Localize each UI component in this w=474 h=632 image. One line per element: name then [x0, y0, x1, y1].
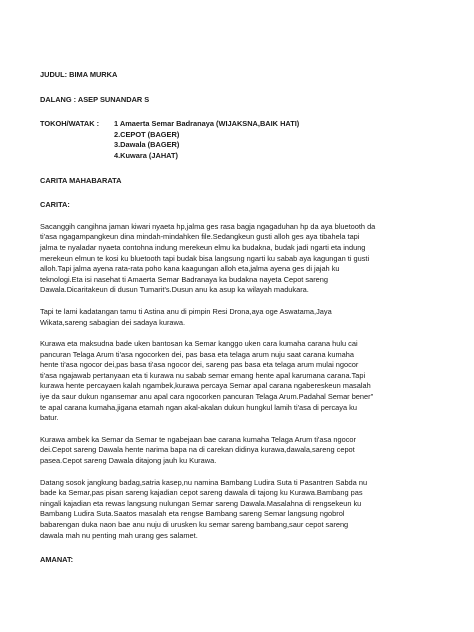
- paragraph-line: alloh.Tapi jalma ayena rata-rata poho kana kaagungan alloh eta,jalma ayena ges di jajah ku: [40, 264, 340, 274]
- paragraph-line: merekeun elmun te kosi ku bluetooth tapi budak bisa langsung ngarti ku sabab aya kagungan ti gusti: [40, 253, 370, 263]
- paragraph-line: Bambang Ludira Suta.Saatos masalah eta rengse Bambang sareng Semar langsung ngobrol: [40, 509, 345, 519]
- paragraph-line: iye da saur dukun ngansemar anu apal cara ngocorken pancuran Telaga Arum.Padahal Semar bener": [40, 392, 374, 402]
- tokoh-item: 3.Dawala (BAGER): [114, 140, 180, 150]
- paragraph-line: Tapi te lami kadatangan tamu ti Astina anu di pimpin Resi Drona,aya oge Aswatama,Jaya: [40, 306, 332, 316]
- paragraph-line: Kurawa eta maksudna bade uken bantosan ka Semar kanggo uken cara kumaha carana hulu cai: [40, 339, 358, 349]
- section-heading-carita-mahabarata: CARITA MAHABARATA: [40, 175, 122, 185]
- paragraph-line: ti'asa ngajawab pertanyaan eta ti kurawa nu sabab semar emang hente apal karumana carana.Tapi: [40, 370, 366, 380]
- paragraph-line: te apal carana kumaha,jigana etamah ngan akal-akalan dukun hungkul lamih ti'asa di percaya ku: [40, 402, 357, 412]
- story-paragraph: [40, 307, 434, 328]
- paragraph-line: bade ka Semar,pas pisan sareng kajadian cepot sareng dawala di tajong ku Kurawa.Bambang pas: [40, 488, 363, 498]
- dalang-line: DALANG : ASEP SUNANDAR S: [40, 94, 150, 104]
- paragraph-line: Wikata,sareng sabagian dei sadaya kurawa.: [40, 317, 186, 327]
- tokoh-label: TOKOH/WATAK :: [40, 119, 100, 129]
- paragraph-line: pasea.Cepot sareng Dawala ditajong jauh ku Kurawa.: [40, 456, 217, 466]
- paragraph-line: hente ti'asa ngocor dei,pas basa ti'asa ngocor dei, sareng pas basa eta telaga arum mulai ngocor: [40, 360, 359, 370]
- tokoh-block: [40, 119, 434, 161]
- tokoh-item: 1 Amaerta Semar Badranaya (WIJAKSNA,BAIK HATI): [114, 119, 300, 129]
- section-heading-amanat: AMANAT:: [40, 555, 74, 565]
- paragraph-line: ti'asa ngagampangkeun dina mindah-mindahken file.Sedangkeun gusti alloh ges aya tibahela tapi: [40, 232, 360, 242]
- story-paragraph: [40, 435, 434, 467]
- paragraph-line: kurawa hente percayaen kalah ngambek,kurawa percaya Semar apal carana ngabereskeun masalah: [40, 381, 371, 391]
- paragraph-line: batur.: [40, 413, 59, 423]
- story-paragraph: [40, 222, 434, 296]
- story-paragraph: [40, 339, 434, 424]
- paragraph-line: dei.Cepot sareng Dawala hente narima bapa na di carekan didinya kurawa,dawala,sareng cepot: [40, 445, 355, 455]
- paragraph-line: dawala mah nu penting mah urang ges salamet.: [40, 530, 198, 540]
- section-heading-carita: CARITA:: [40, 200, 70, 210]
- paragraph-line: Kurawa ambek ka Semar da Semar te ngabejaan bae carana kumaha Telaga Arum ti'asa ngocor: [40, 434, 356, 444]
- paragraph-line: pancuran Telaga Arum ti'asa ngocorken dei, pas basa eta telaga arum nuju saat carana kumaha: [40, 349, 354, 359]
- tokoh-item: 2.CEPOT (BAGER): [114, 129, 180, 139]
- paragraph-line: Sacanggih cangihna jaman kiwari nyaeta hp,jalma ges rasa bagja ngagaduhan hp da aya bluetooth da: [40, 221, 376, 231]
- paragraph-line: ningali kajadian eta rewas langsung nulungan Semar sareng Dawala.Masalahna di rengsekeun ku: [40, 498, 362, 508]
- title-line: JUDUL: BIMA MURKA: [40, 70, 118, 79]
- tokoh-row: [40, 119, 434, 130]
- paragraph-line: Dawala.Dicaritakeun di dusun Tumarit's.Dusun anu ka asup ka wilayah madukara.: [40, 285, 309, 295]
- paragraph-line: teknologi.Eta isi nasehat ti Amaerta Semar Badranaya ka budakna nayeta Cepot sareng: [40, 274, 329, 284]
- paragraph-line: jalma te nyaladar nyaeta contohna indung merekeun elmu ka budakna, budak jadi ngarti eta indung: [40, 242, 366, 252]
- paragraph-line: Datang sosok jangkung badag,satria kasep,nu namina Bambang Ludira Suta ti Pasantren Sabda nu: [40, 477, 368, 487]
- tokoh-item: 4.Kuwara (JAHAT): [114, 150, 178, 160]
- story-paragraph: [40, 478, 434, 542]
- paragraph-line: babarengan duka naon bae anu nuju di urusken ku semar sareng bambang,saur cepot sareng: [40, 520, 349, 529]
